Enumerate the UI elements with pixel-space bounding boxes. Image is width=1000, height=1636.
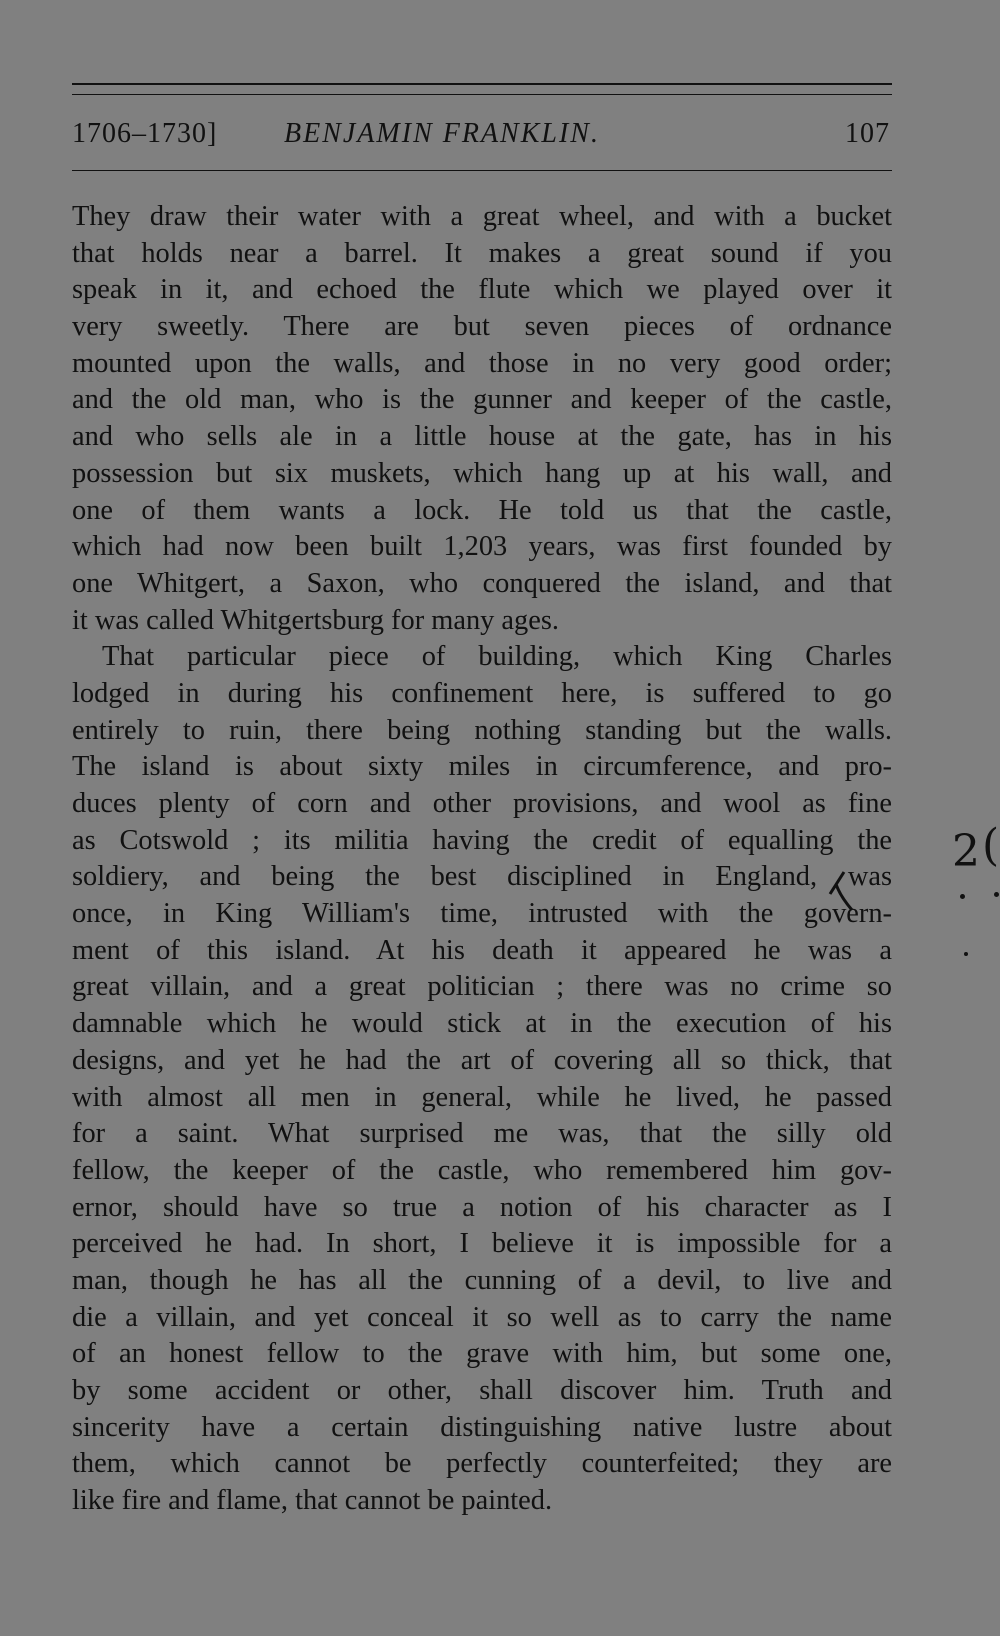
text-line: The island is about sixty miles in circumference, and pro- <box>72 751 892 783</box>
text-line: mounted upon the walls, and those in no very good order; <box>72 347 892 379</box>
text-line: very sweetly. There are but seven pieces of ordnance <box>72 311 892 343</box>
running-header <box>72 118 890 158</box>
body-text <box>72 199 892 1520</box>
paragraph <box>72 639 892 1520</box>
text-line: and the old man, who is the gunner and keeper of the castle, <box>72 384 892 416</box>
text-line: soldiery, and being the best disciplined in England, was <box>72 861 892 893</box>
margin-glyph-1: 2 <box>952 826 980 877</box>
text-line: like fire and flame, that cannot be painted. <box>72 1485 553 1517</box>
text-line: once, in King William's time, intrusted with the govern- <box>72 898 892 930</box>
running-title: BENJAMIN FRANKLIN. <box>284 118 600 149</box>
text-line: as Cotswold ; its militia having the credit of equalling the <box>72 824 892 856</box>
text-line: speak in it, and echoed the flute which we played over it <box>72 274 892 306</box>
page-number: 107 <box>845 118 890 149</box>
header-rule-bottom <box>72 170 892 171</box>
text-line: them, which cannot be perfectly counterfeited; they are <box>72 1448 892 1480</box>
margin-glyph-2: ( <box>982 820 1000 871</box>
text-line: for a saint. What surprised me was, that the silly old <box>72 1118 892 1150</box>
text-line: duces plenty of corn and other provisions, and wool as fine <box>72 788 892 819</box>
insertion-caret-mark <box>822 870 856 912</box>
text-line: damnable which he would stick at in the execution of his <box>72 1008 892 1040</box>
margin-dot <box>964 952 968 956</box>
text-line: that holds near a barrel. It makes a great sound if you <box>72 237 892 269</box>
text-line: ernor, should have so true a notion of his character as I <box>72 1191 892 1223</box>
text-line: perceived he had. In short, I believe it is impossible for a <box>72 1228 892 1260</box>
text-line: They draw their water with a great wheel, and with a bucket <box>72 201 892 232</box>
text-line: by some accident or other, shall discover him. Truth and <box>72 1375 892 1406</box>
handwritten-margin-note <box>952 820 1000 946</box>
text-line: fellow, the keeper of the castle, who remembered him gov- <box>72 1154 892 1186</box>
text-line: one Whitgert, a Saxon, who conquered the island, and that <box>72 567 892 599</box>
margin-dot <box>994 892 999 897</box>
text-line: lodged in during his confinement here, is suffered to go <box>72 677 892 709</box>
text-line: it was called Whitgertsburg for many ages. <box>72 604 559 636</box>
text-line: designs, and yet he had the art of covering all so thick, that <box>72 1044 892 1076</box>
text-line: That particular piece of building, which King Charles <box>102 641 892 673</box>
text-line: which had now been built 1,203 years, was first founded by <box>72 531 892 563</box>
text-line: ment of this island. At his death it appeared he was a <box>72 934 892 966</box>
header-rule-top <box>72 83 892 85</box>
date-range: 1706–1730] <box>72 118 218 149</box>
margin-dot <box>960 894 965 899</box>
text-line: great villain, and a great politician ; there was no crime so <box>72 971 892 1003</box>
text-line: and who sells ale in a little house at the gate, has in his <box>72 421 892 453</box>
text-line: of an honest fellow to the grave with him, but some one, <box>72 1338 892 1370</box>
text-line: with almost all men in general, while he lived, he passed <box>72 1081 892 1113</box>
paragraph <box>72 199 892 639</box>
text-line: one of them wants a lock. He told us that the castle, <box>72 494 892 526</box>
text-line: possession but six muskets, which hang up at his wall, and <box>72 457 892 489</box>
text-line: die a villain, and yet conceal it so well as to carry the name <box>72 1301 892 1333</box>
text-line: entirely to ruin, there being nothing standing but the walls. <box>72 714 892 746</box>
text-line: man, though he has all the cunning of a devil, to live and <box>72 1264 892 1296</box>
text-line: sincerity have a certain distinguishing native lustre about <box>72 1411 892 1443</box>
header-rule-top-inner <box>72 94 892 95</box>
